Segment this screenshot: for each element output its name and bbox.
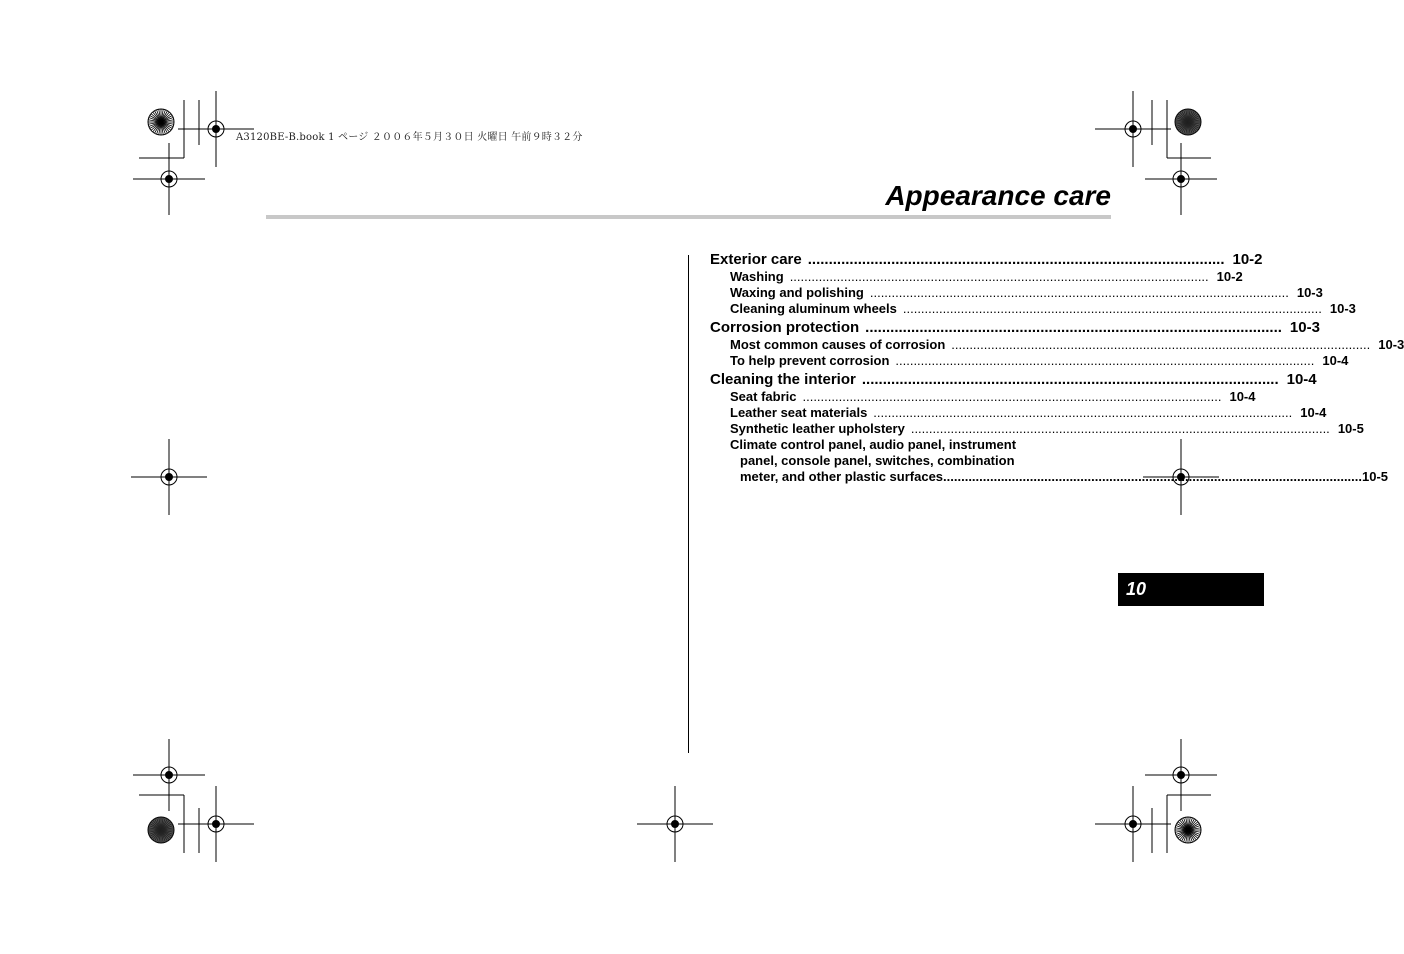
toc-entry[interactable] (710, 250, 1263, 269)
toc-subentry[interactable] (710, 353, 1349, 369)
toc-subentry[interactable] (710, 285, 1323, 301)
toc-subentry[interactable] (710, 269, 1243, 285)
toc-subentry[interactable] (710, 389, 1256, 405)
toc-entry-page: 10-4 (1322, 353, 1349, 368)
color-starburst-icon (1175, 817, 1201, 843)
print-header: A3120BE-B.book 1 ページ ２００６年５月３０日 火曜日 午前９時３２分 (236, 132, 583, 143)
registration-target-icon (131, 439, 207, 515)
registration-target-icon (178, 786, 254, 862)
color-starburst-icon (148, 109, 174, 135)
toc-subentry[interactable] (710, 421, 1364, 437)
toc-entry-title-line: meter, and other plastic surfaces (740, 469, 944, 484)
color-starburst-icon (148, 817, 174, 843)
toc-subentry[interactable] (710, 301, 1356, 317)
dot-leader: .................................................................................................... (861, 371, 1279, 388)
toc-entry[interactable] (710, 318, 1320, 337)
toc-entry-page: 10-4 (1286, 371, 1317, 388)
toc-entry-page: 10-4 (1300, 405, 1327, 420)
registration-target-icon (1145, 739, 1217, 811)
toc-entry-title: Corrosion protection (710, 319, 860, 336)
toc-entry-page: 10-3 (1378, 337, 1404, 352)
toc-entry-title: Waxing and polishing (730, 285, 864, 300)
dot-leader: .................................................................................................................... (943, 469, 1363, 484)
toc-entry-title-line: Climate control panel, audio panel, instrument (730, 437, 1017, 452)
registration-target-icon (133, 739, 205, 811)
dot-leader: .................................................................................................................... (895, 353, 1315, 368)
toc-entry-title: Seat fabric (730, 389, 797, 404)
toc-entry-page: 10-3 (1329, 301, 1356, 316)
toc-entry-page: 10-5 (1337, 421, 1364, 436)
dot-leader: .................................................................................................................... (869, 285, 1289, 300)
toc-subentry-multiline[interactable] (710, 437, 1389, 485)
toc-entry[interactable] (710, 370, 1317, 389)
toc-entry-title: Synthetic leather upholstery (730, 421, 905, 436)
toc-entry-page: 10-4 (1229, 389, 1256, 404)
toc-entry-title: Washing (730, 269, 784, 284)
registration-target-icon (1095, 786, 1171, 862)
toc-subentry[interactable] (710, 405, 1327, 421)
chapter-tab: 10 (1118, 573, 1264, 606)
toc-entry-title: Exterior care (710, 251, 802, 268)
registration-target-icon (1145, 143, 1217, 215)
registration-target-icon (637, 786, 713, 862)
toc-entry-title-line: panel, console panel, switches, combination (740, 453, 1015, 468)
toc-entry-title: Most common causes of corrosion (730, 337, 946, 352)
color-starburst-icon (1175, 109, 1201, 135)
toc-entry-title: To help prevent corrosion (730, 353, 890, 368)
page-title: Appearance care (885, 180, 1111, 211)
toc-entry-page: 10-3 (1296, 285, 1323, 300)
registration-target-icon (1095, 91, 1171, 167)
toc-entry-page: 10-5 (1362, 469, 1389, 484)
dot-leader: .................................................................................................... (807, 251, 1225, 268)
dot-leader: .................................................................................................................... (789, 269, 1209, 284)
toc-entry-page: 10-2 (1216, 269, 1243, 284)
toc-entry-title: Cleaning the interior (710, 371, 856, 388)
toc-entry-title: Leather seat materials (730, 405, 868, 420)
registration-target-icon (133, 143, 205, 215)
dot-leader: .................................................................................................... (865, 319, 1282, 336)
dot-leader: .................................................................................................................... (910, 421, 1330, 436)
toc-entry-page: 10-3 (1289, 319, 1320, 336)
toc-entry-last-line (730, 469, 1389, 485)
dot-leader: .................................................................................................................... (873, 405, 1293, 420)
column-divider (688, 255, 689, 753)
table-of-contents (710, 249, 1404, 485)
dot-leader: .................................................................................................................... (802, 389, 1222, 404)
dot-leader: .................................................................................................................... (902, 301, 1322, 316)
dot-leader: .................................................................................................................... (951, 337, 1371, 352)
toc-entry-title: Cleaning aluminum wheels (730, 301, 897, 316)
toc-subentry[interactable] (710, 337, 1404, 353)
title-rule (266, 215, 1111, 219)
toc-entry-page: 10-2 (1232, 251, 1263, 268)
